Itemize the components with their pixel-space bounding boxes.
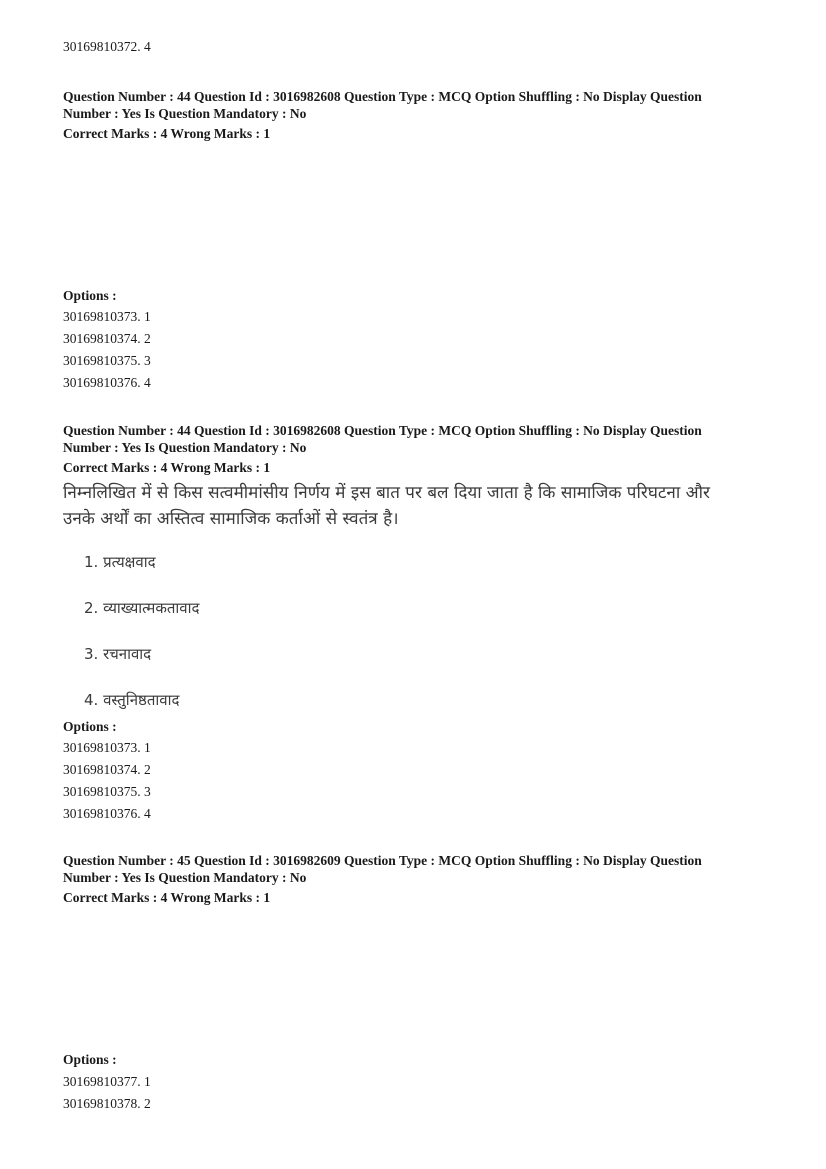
answer-choice: 1. प्रत्यक्षवाद (84, 553, 156, 571)
options-label: Options : (63, 288, 117, 303)
answer-choice: 2. व्याख्यात्मकतावाद (84, 599, 200, 617)
top-option-line: 30169810372. 4 (63, 39, 151, 54)
option-line: 30169810377. 1 (63, 1074, 151, 1089)
question-header-line1: Question Number : 44 Question Id : 3016982608 Question Type : MCQ Option Shuffling : No Display Question (63, 423, 702, 438)
question-header-line2: Number : Yes Is Question Mandatory : No (63, 870, 307, 885)
option-line: 30169810373. 1 (63, 309, 151, 324)
option-line: 30169810373. 1 (63, 740, 151, 755)
option-line: 30169810374. 2 (63, 331, 151, 346)
question-marks: Correct Marks : 4 Wrong Marks : 1 (63, 460, 271, 475)
question-marks: Correct Marks : 4 Wrong Marks : 1 (63, 890, 271, 905)
question-text-line1: निम्नलिखित में से किस सत्वमीमांसीय निर्णय में इस बात पर बल दिया जाता है कि सामाजिक परिघटना और (63, 483, 711, 503)
question-marks: Correct Marks : 4 Wrong Marks : 1 (63, 126, 271, 141)
option-line: 30169810375. 3 (63, 784, 151, 799)
question-header-line2: Number : Yes Is Question Mandatory : No (63, 440, 307, 455)
options-label: Options : (63, 1052, 117, 1067)
option-line: 30169810375. 3 (63, 353, 151, 368)
answer-choice: 4. वस्तुनिष्ठतावाद (84, 691, 180, 709)
options-label: Options : (63, 719, 117, 734)
option-line: 30169810376. 4 (63, 806, 151, 821)
answer-choice: 3. रचनावाद (84, 645, 152, 663)
option-line: 30169810378. 2 (63, 1096, 151, 1111)
question-header-line1: Question Number : 44 Question Id : 3016982608 Question Type : MCQ Option Shuffling : No Display Question (63, 89, 702, 104)
question-header-line2: Number : Yes Is Question Mandatory : No (63, 106, 307, 121)
option-line: 30169810374. 2 (63, 762, 151, 777)
question-header-line1: Question Number : 45 Question Id : 3016982609 Question Type : MCQ Option Shuffling : No Display Question (63, 853, 702, 868)
option-line: 30169810376. 4 (63, 375, 151, 390)
question-text-line2: उनके अर्थों का अस्तित्व सामाजिक कर्ताओं से स्वतंत्र है। (63, 509, 399, 529)
